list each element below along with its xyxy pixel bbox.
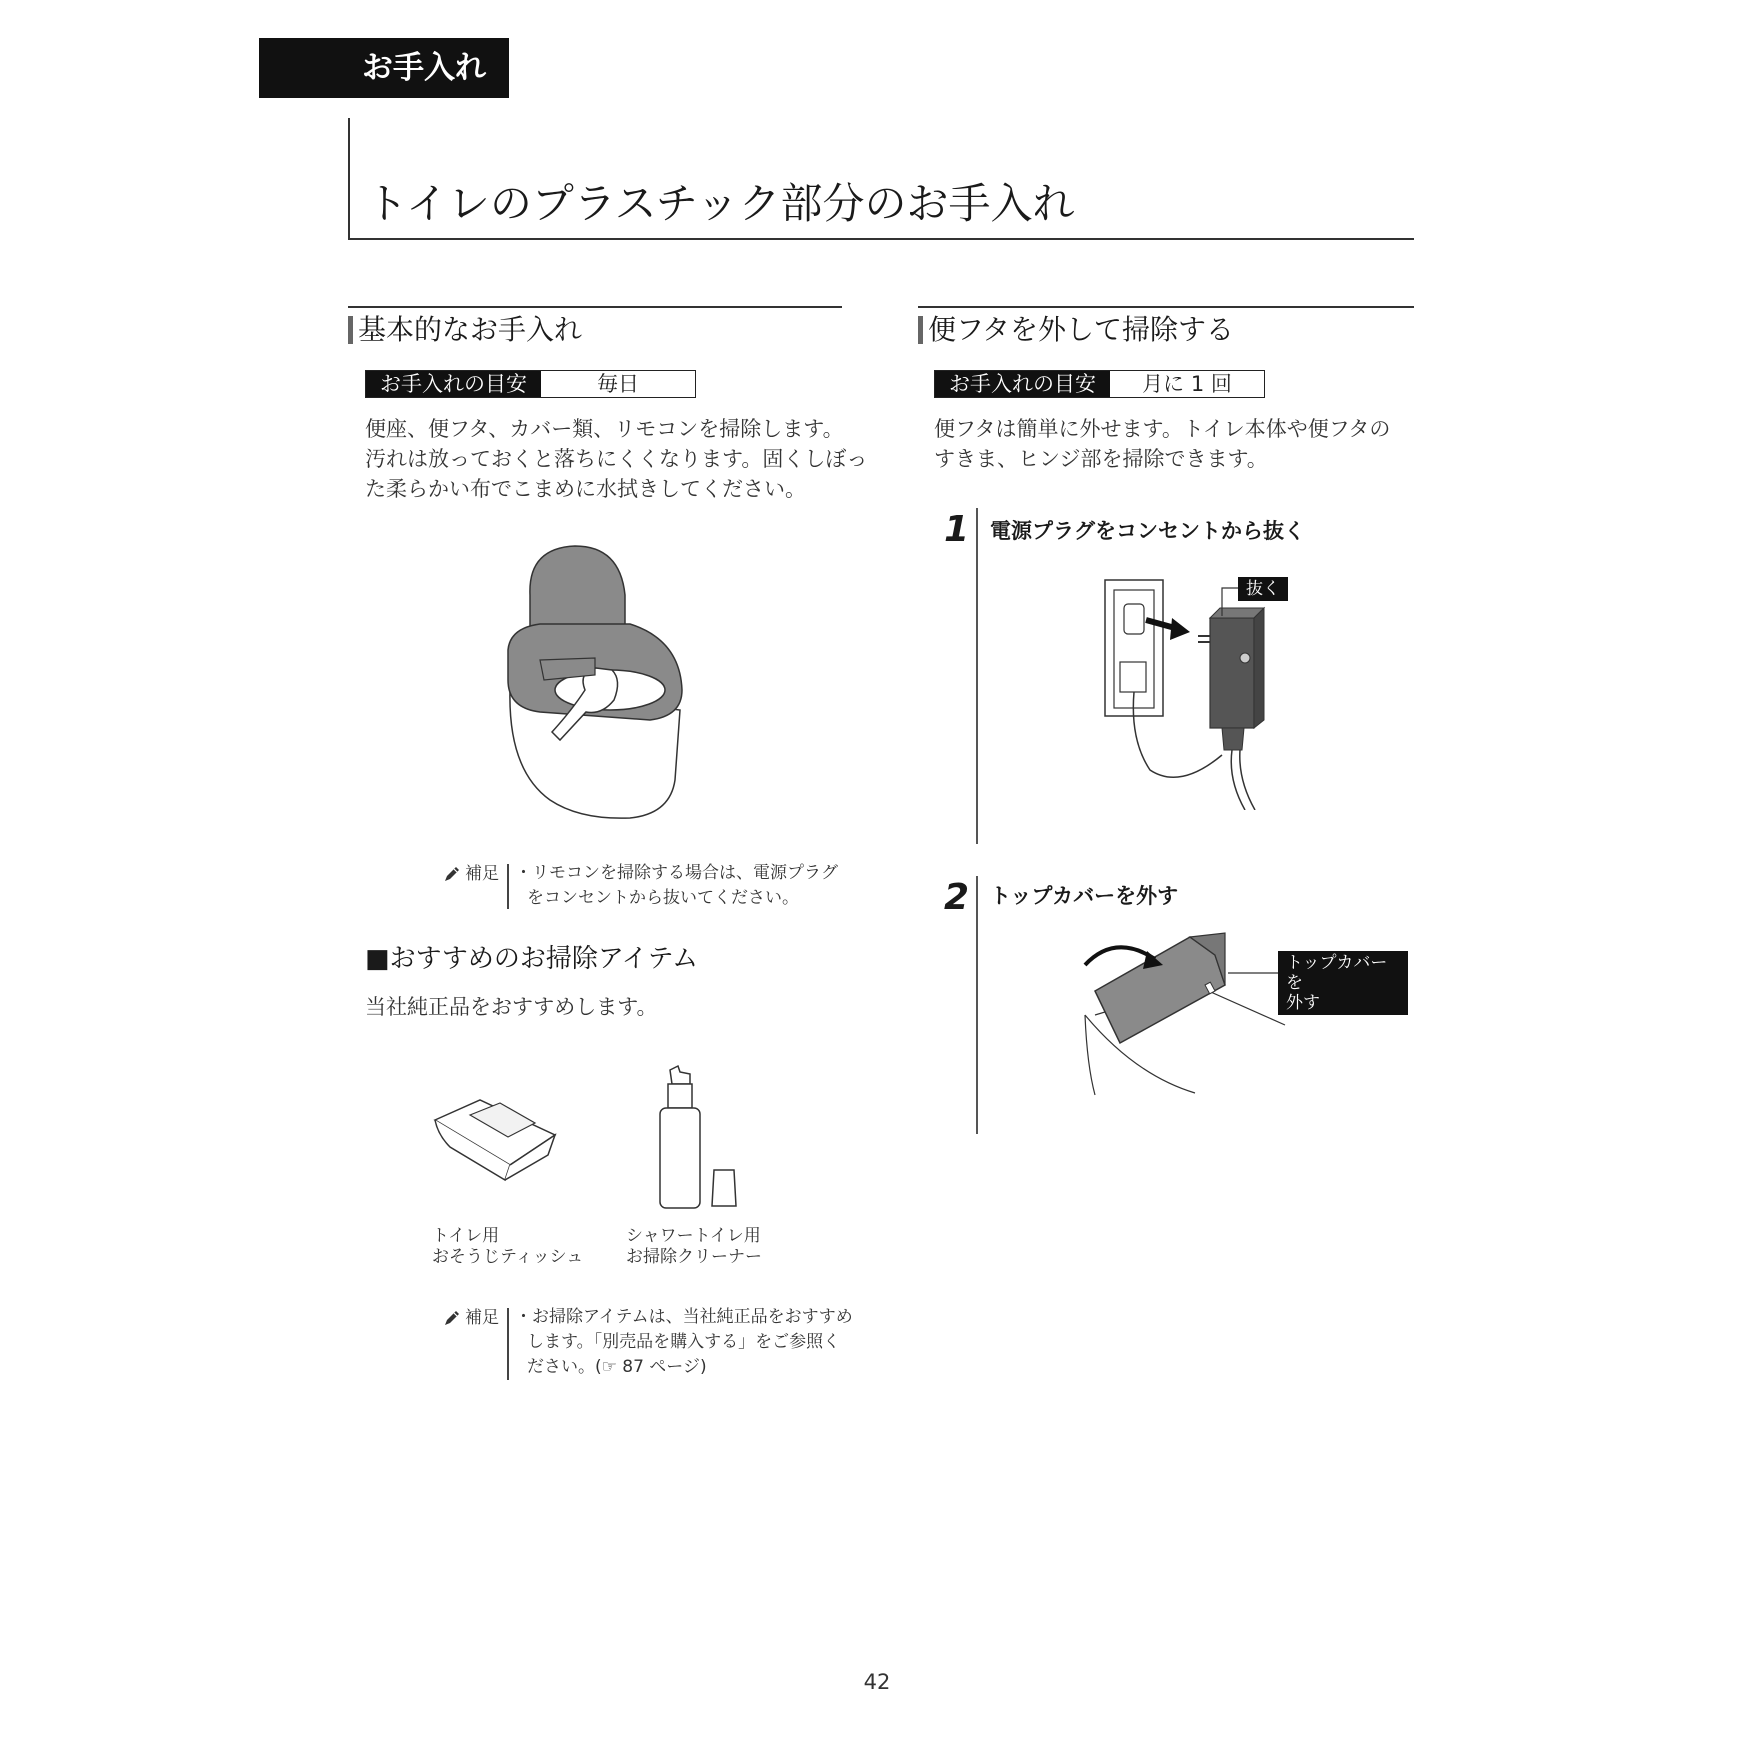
care-guide-value: 月に 1 回 <box>1142 372 1232 396</box>
pencil-icon <box>443 865 461 883</box>
body-line: 便座、便フタ、カバー類、リモコンを掃除します。 <box>365 417 844 441</box>
step2-text: トップカバーを外す <box>990 884 1179 908</box>
title-rule-horizontal <box>348 238 1414 240</box>
left-care-guide <box>365 370 696 398</box>
left-body <box>365 414 867 504</box>
cleaner-spray-bottle-illustration <box>650 1060 750 1210</box>
care-guide-label: お手入れの目安 <box>366 371 541 397</box>
right-heading-bar <box>918 316 923 344</box>
note2-line: ・お掃除アイテムは、当社純正品をおすすめ <box>515 1307 853 1327</box>
left-heading-bar <box>348 316 353 344</box>
note1-label: 補足 <box>465 864 499 884</box>
item1-caption-line: おそうじティッシュ <box>432 1247 584 1267</box>
body-line: すきま、ヒンジ部を掃除できます。 <box>934 447 1268 471</box>
step2-rule <box>976 876 978 1134</box>
note2-line: します。「別売品を購入する」をご参照く <box>527 1332 841 1352</box>
page-title: トイレのプラスチック部分のお手入れ <box>366 179 1075 228</box>
items-intro: 当社純正品をおすすめします。 <box>365 995 658 1019</box>
body-line: た柔らかい布でこまめに水拭きしてください。 <box>365 477 806 501</box>
item2-caption-line: シャワートイレ用 <box>626 1226 761 1246</box>
note2-rule <box>507 1308 509 1380</box>
note2-line: ださい。(☞ 87 ページ) <box>527 1357 707 1377</box>
step1-text: 電源プラグをコンセントから抜く <box>990 519 1305 543</box>
item1-caption-line: トイレ用 <box>432 1226 500 1246</box>
step1-callout-line: 抜く <box>1246 579 1280 599</box>
step2-number: 2 <box>944 877 970 918</box>
note2-text <box>515 1305 853 1380</box>
care-guide-label: お手入れの目安 <box>935 371 1110 397</box>
note1-text <box>515 861 838 911</box>
left-heading: 基本的なお手入れ <box>358 313 583 346</box>
unplug-illustration <box>1100 570 1290 810</box>
item2-caption <box>626 1226 762 1268</box>
section-tab: お手入れ <box>259 38 509 98</box>
page-number: 42 <box>863 1670 891 1694</box>
body-line: 汚れは放っておくと落ちにくくなります。固くしぼっ <box>365 447 868 471</box>
step2-callout-line: 外す <box>1286 993 1320 1013</box>
toilet-tissue-pack-illustration <box>430 1095 560 1190</box>
care-guide-value: 毎日 <box>597 372 639 396</box>
top-cover-removal-illustration <box>1075 925 1295 1100</box>
step2-callout-line: トップカバーを <box>1286 953 1388 993</box>
right-heading-rule <box>918 306 1414 308</box>
step1-rule <box>976 508 978 844</box>
right-body <box>934 414 1390 474</box>
left-heading-rule <box>348 306 842 308</box>
step1-number: 1 <box>944 509 970 550</box>
item2-caption-line: お掃除クリーナー <box>626 1247 762 1267</box>
note1-line: ・リモコンを掃除する場合は、電源プラグ <box>515 863 838 883</box>
pencil-icon <box>443 1309 461 1327</box>
note1-line: をコンセントから抜いてください。 <box>527 888 799 908</box>
body-line: 便フタは簡単に外せます。トイレ本体や便フタの <box>934 417 1391 441</box>
step1-callout <box>1238 577 1288 601</box>
right-heading: 便フタを外して掃除する <box>928 313 1235 346</box>
items-heading: ■おすすめのお掃除アイテム <box>365 944 699 974</box>
note1-rule <box>507 864 509 909</box>
note2-label: 補足 <box>465 1308 499 1328</box>
step2-callout <box>1278 951 1408 1015</box>
toilet-cleaning-illustration <box>500 540 700 830</box>
title-rule-vertical <box>348 118 350 240</box>
item1-caption <box>432 1226 583 1268</box>
right-care-guide <box>934 370 1265 398</box>
